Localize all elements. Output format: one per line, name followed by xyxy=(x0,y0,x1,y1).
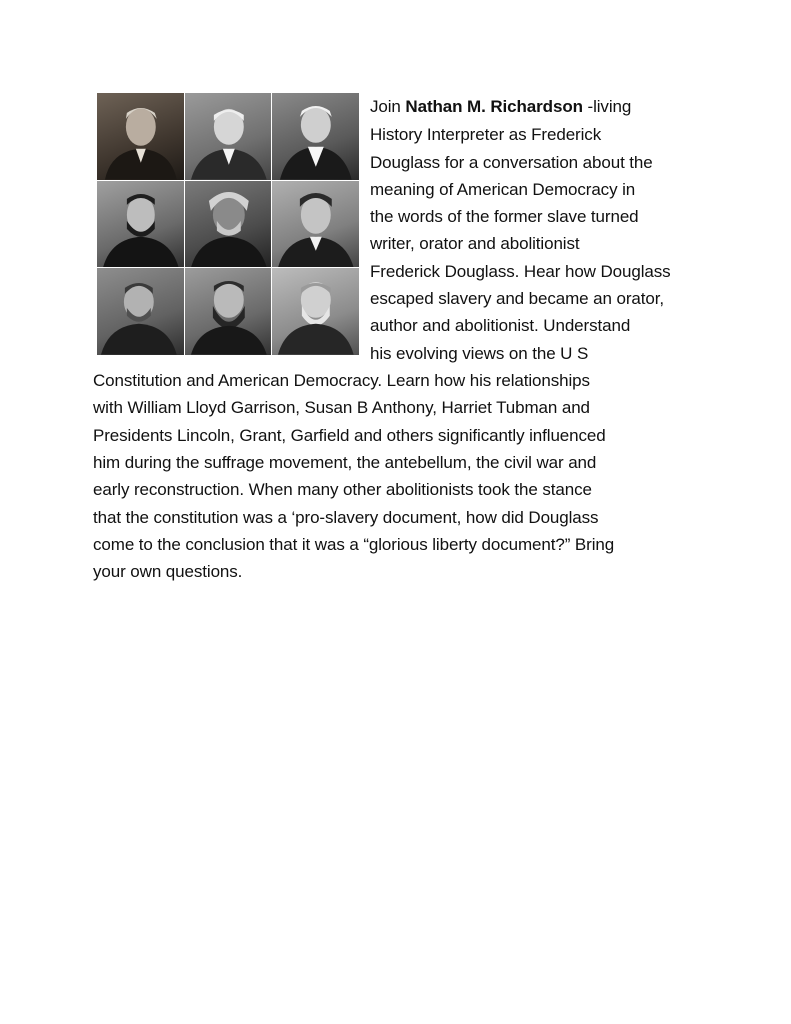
portrait-photo xyxy=(272,181,359,268)
body-line: Frederick Douglass. Hear how Douglass xyxy=(370,262,671,281)
body-line: author and abolitionist. Understand xyxy=(370,316,631,335)
portrait-photo xyxy=(185,268,272,355)
portrait-photo xyxy=(185,93,272,180)
portrait-photo xyxy=(185,181,272,268)
portrait-photo xyxy=(272,93,359,180)
portrait-photo xyxy=(97,268,184,355)
body-line: meaning of American Democracy in xyxy=(370,180,636,199)
body-line: early reconstruction. When many other abolitionists took the stance xyxy=(93,480,592,499)
portrait-photo xyxy=(97,93,184,180)
body-line: come to the conclusion that it was a “glorious liberty document?” Bring xyxy=(93,535,615,554)
body-line: History Interpreter as Frederick xyxy=(370,125,602,144)
body-line: him during the suffrage movement, the antebellum, the civil war and xyxy=(93,453,597,472)
body-line: Constitution and American Democracy. Learn how his relationships xyxy=(93,371,590,390)
body-line: Presidents Lincoln, Grant, Garfield and others significantly influenced xyxy=(93,426,606,445)
portrait-photo xyxy=(272,268,359,355)
presenter-name: Nathan M. Richardson xyxy=(405,97,583,116)
intro-pre: Join xyxy=(370,97,406,116)
body-line: his evolving views on the U S xyxy=(370,344,589,363)
body-line: writer, orator and abolitionist xyxy=(370,234,580,253)
body-line: that the constitution was a ‘pro-slavery document, how did Douglass xyxy=(93,508,599,527)
intro-line xyxy=(370,96,631,117)
body-line: the words of the former slave turned xyxy=(370,207,639,226)
portrait-photo xyxy=(97,181,184,268)
intro-post: -living xyxy=(582,97,632,116)
body-line: your own questions. xyxy=(93,562,243,581)
body-line: with William Lloyd Garrison, Susan B Anthony, Harriet Tubman and xyxy=(93,398,590,417)
body-line: Douglass for a conversation about the xyxy=(370,153,653,172)
body-line: escaped slavery and became an orator, xyxy=(370,289,664,308)
portrait-grid xyxy=(97,93,359,355)
